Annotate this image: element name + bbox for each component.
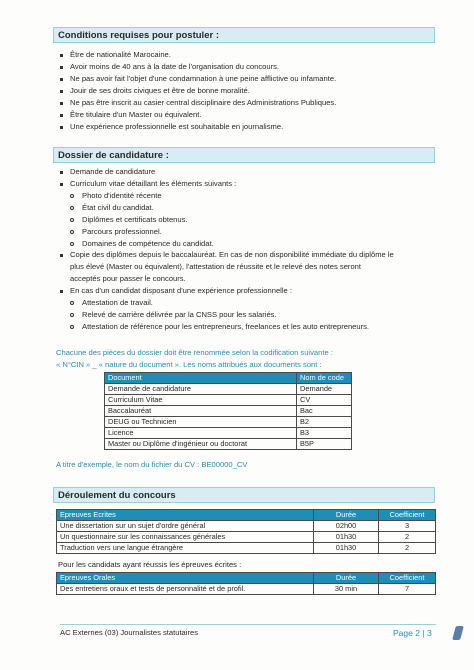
naming-document-cell: DEUG ou Technicien bbox=[105, 417, 297, 428]
square-bullet-icon bbox=[60, 78, 63, 81]
written-header-duration: Durée bbox=[314, 510, 379, 521]
dossier-item-experience: En cas d'un candidat disposant d'une expérience professionnelle : bbox=[70, 286, 293, 295]
pencil-icon bbox=[452, 626, 464, 640]
dossier-item-demande: Demande de candidature bbox=[70, 167, 156, 176]
exam-coefficient-cell: 2 bbox=[379, 543, 436, 554]
footer-title: AC Externes (03) Journalistes statutaires bbox=[60, 628, 199, 637]
condition-item: Avoir moins de 40 ans à la date de l'organisation du concours. bbox=[70, 62, 280, 71]
square-bullet-icon bbox=[60, 126, 63, 129]
cv-subitem: Domaines de compétence du candidat. bbox=[82, 239, 214, 248]
table-row bbox=[105, 395, 352, 406]
page-label: Page bbox=[393, 628, 413, 638]
cv-subitem: État civil du candidat. bbox=[82, 203, 154, 212]
exam-name-cell: Une dissertation sur un sujet d'ordre général bbox=[57, 521, 314, 532]
oral-header-coefficient: Coefficient bbox=[379, 573, 436, 584]
naming-instruction-line1: Chacune des pièces du dossier doit être renommée selon la codification suivante : bbox=[56, 348, 333, 357]
naming-table bbox=[104, 372, 352, 450]
conditions-header: Conditions requises pour postuler : bbox=[53, 27, 435, 43]
exam-duration-cell: 30 min bbox=[314, 584, 379, 595]
cv-subitem: Photo d'identité récente bbox=[82, 191, 162, 200]
dossier-header: Dossier de candidature : bbox=[53, 147, 435, 163]
written-header-exam: Epreuves Ecrites bbox=[57, 510, 314, 521]
experience-subitem: Attestation de référence pour les entrepreneurs, freelances et les auto entrepreneurs. bbox=[82, 322, 370, 331]
naming-document-cell: Licence bbox=[105, 428, 297, 439]
naming-header-code: Nom de code bbox=[297, 373, 352, 384]
exam-duration-cell: 02h00 bbox=[314, 521, 379, 532]
naming-document-cell: Curriculum Vitae bbox=[105, 395, 297, 406]
experience-subitem: Attestation de travail. bbox=[82, 298, 153, 307]
exam-name-cell: Des entretiens oraux et tests de personnalité et de profil. bbox=[57, 584, 314, 595]
table-row bbox=[57, 532, 436, 543]
circle-bullet-icon bbox=[70, 313, 74, 317]
oral-header-duration: Durée bbox=[314, 573, 379, 584]
circle-bullet-icon bbox=[70, 325, 74, 329]
page-current: 2 bbox=[415, 628, 420, 638]
table-row bbox=[105, 417, 352, 428]
exam-duration-cell: 01h30 bbox=[314, 543, 379, 554]
naming-code-cell: B3 bbox=[297, 428, 352, 439]
written-header-coefficient: Coefficient bbox=[379, 510, 436, 521]
exam-name-cell: Un questionnaire sur les connaissances générales bbox=[57, 532, 314, 543]
naming-instruction-line2: « N°CIN » _ « nature du document ». Les noms attribués aux documents sont : bbox=[56, 360, 322, 369]
experience-subitem: Relevé de carrière délivrée par la CNSS pour les salariés. bbox=[82, 310, 277, 319]
table-row bbox=[57, 584, 436, 595]
naming-code-cell: B2 bbox=[297, 417, 352, 428]
naming-document-cell: Master ou Diplôme d'ingénieur ou doctorat bbox=[105, 439, 297, 450]
condition-item: Ne pas être inscrit au casier central disciplinaire des Administrations Publiques. bbox=[70, 98, 337, 107]
dossier-item-cv: Curriculum vitae détaillant les éléments suivants : bbox=[70, 179, 237, 188]
condition-item: Jouir de ses droits civiques et être de bonne moralité. bbox=[70, 86, 250, 95]
dossier-item-diplomes-line2: plus élevé (Master ou équivalent), l'attestation de réussite et le relevé des notes seront bbox=[70, 262, 362, 271]
naming-document-cell: Baccalauréat bbox=[105, 406, 297, 417]
deroulement-header: Déroulement du concours bbox=[53, 487, 435, 503]
square-bullet-icon bbox=[60, 290, 63, 293]
circle-bullet-icon bbox=[70, 194, 74, 198]
square-bullet-icon bbox=[60, 102, 63, 105]
naming-table-header bbox=[105, 373, 352, 384]
cv-subitem: Diplômes et certificats obtenus. bbox=[82, 215, 188, 224]
condition-item: Une expérience professionnelle est souhaitable en journalisme. bbox=[70, 122, 284, 131]
square-bullet-icon bbox=[60, 254, 63, 257]
circle-bullet-icon bbox=[70, 218, 74, 222]
condition-item: Être de nationalité Marocaine. bbox=[70, 50, 171, 59]
square-bullet-icon bbox=[60, 171, 63, 174]
circle-bullet-icon bbox=[70, 206, 74, 210]
table-row bbox=[105, 439, 352, 450]
condition-item: Ne pas avoir fait l'objet d'une condamnation à une peine afflictive ou infamante. bbox=[70, 74, 337, 83]
square-bullet-icon bbox=[60, 66, 63, 69]
table-row bbox=[105, 428, 352, 439]
table-row bbox=[105, 384, 352, 395]
naming-example: A titre d'exemple, le nom du fichier du CV : BE00000_CV bbox=[56, 460, 248, 469]
naming-code-cell: CV bbox=[297, 395, 352, 406]
dossier-item-diplomes-line1: Copie des diplômes depuis le baccalauréat. En cas de non disponibilité immédiate du diplôme le bbox=[70, 250, 394, 259]
exam-coefficient-cell: 7 bbox=[379, 584, 436, 595]
oral-header-exam: Epreuves Orales bbox=[57, 573, 314, 584]
table-row bbox=[57, 543, 436, 554]
square-bullet-icon bbox=[60, 90, 63, 93]
circle-bullet-icon bbox=[70, 301, 74, 305]
oral-exams-table bbox=[56, 572, 436, 595]
naming-code-cell: Demande bbox=[297, 384, 352, 395]
circle-bullet-icon bbox=[70, 242, 74, 246]
exam-duration-cell: 01h30 bbox=[314, 532, 379, 543]
condition-item: Être titulaire d'un Master ou équivalent. bbox=[70, 110, 202, 119]
table-row bbox=[105, 406, 352, 417]
exam-coefficient-cell: 2 bbox=[379, 532, 436, 543]
oral-intro: Pour les candidats ayant réussis les épreuves écrites : bbox=[58, 560, 242, 569]
square-bullet-icon bbox=[60, 114, 63, 117]
naming-code-cell: Bac bbox=[297, 406, 352, 417]
dossier-item-diplomes-line3: acceptés pour passer le concours. bbox=[70, 274, 186, 283]
table-row bbox=[57, 521, 436, 532]
cv-subitem: Parcours professionnel. bbox=[82, 227, 162, 236]
footer-divider bbox=[60, 624, 436, 625]
oral-table-header bbox=[57, 573, 436, 584]
page-separator: | bbox=[422, 628, 425, 638]
page-total: 3 bbox=[426, 628, 432, 638]
naming-code-cell: B5P bbox=[297, 439, 352, 450]
naming-document-cell: Demande de candidature bbox=[105, 384, 297, 395]
written-table-header bbox=[57, 510, 436, 521]
exam-name-cell: Traduction vers une langue étrangère bbox=[57, 543, 314, 554]
written-exams-table bbox=[56, 509, 436, 554]
square-bullet-icon bbox=[60, 183, 63, 186]
naming-header-document: Document bbox=[105, 373, 297, 384]
page-indicator bbox=[393, 628, 432, 638]
circle-bullet-icon bbox=[70, 230, 74, 234]
square-bullet-icon bbox=[60, 54, 63, 57]
exam-coefficient-cell: 3 bbox=[379, 521, 436, 532]
